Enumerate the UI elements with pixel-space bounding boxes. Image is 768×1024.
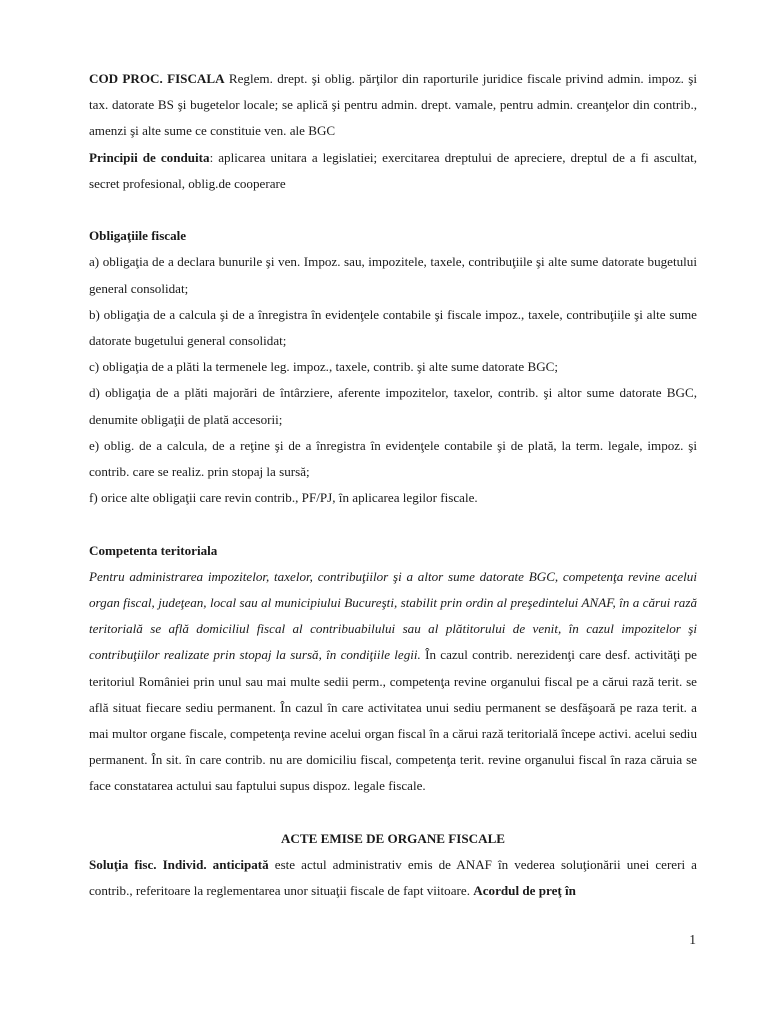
acts-paragraph — [89, 852, 697, 904]
obligation-item-b: b) obligaţia de a calcula şi de a înregistra în evidenţele contabile şi fiscale impoz., taxele, contribuţiile şi alte sume datorate bugetului general consolidat; — [89, 306, 697, 349]
principles-paragraph — [89, 145, 697, 197]
acts-tail: Acordul de preţ în — [473, 883, 576, 899]
competence-paragraph — [89, 564, 697, 800]
spacer — [89, 197, 697, 223]
obligation-item-a: a) obligaţia de a declara bunurile şi ven. Impoz. sau, impozitele, taxele, contribuţiile şi alte sume datorate bugetului general consolidat; — [89, 254, 697, 296]
acts-text: este actul administrativ emis de ANAF în vederea soluţionării unei cereri a contrib., referitoare la reglementarea unor situaţii fiscale de fapt viitoare. — [89, 857, 697, 899]
obligations-heading: Obligaţiile fiscale — [89, 228, 187, 244]
principles-label: Principii de conduita — [89, 149, 210, 165]
intro-lead: COD PROC. FISCALA — [89, 71, 225, 86]
competence-heading: Competenta teritoriala — [89, 542, 218, 558]
competence-text: În cazul contrib. nerezidenţi care desf. activităţi pe teritoriul României prin unul sau mai multe sedii perm., competenţa revine organului fiscal pe a cărui rază terit. se află situat fiecare sediu permanent. În cazul în care activitatea unui sediu permanent se desfăşoară pe raza terit. a mai multor organe fiscale, competenţa revine acelui organ fiscal în a cărui rază teritorială începe activi. acelui sediu permanent. În sit. în care contrib. nu are domiciliu fiscal, competenţa terit. revine organului fiscal în raza căruia se face constatarea actului sau faptului supus dispoz. legale fiscale. — [89, 647, 697, 794]
obligation-item-e: e) oblig. de a calcula, de a reţine şi de a înregistra în evidenţele contabile şi de plată, la term. legale, impoz. şi contrib. care se realiz. prin stopaj la sursă; — [89, 437, 697, 480]
principles-text: : aplicarea unitara a legislatiei; exercitarea dreptului de apreciere, dreptul de a fi ascultat, secret profesional, oblig.de cooperare — [89, 149, 697, 191]
page-number: 1 — [689, 932, 696, 947]
obligation-item-d: d) obligaţia de a plăti majorări de întârziere, aferente impozitelor, taxelor, contrib. şi altor sume datorate BGC, denumite obligaţii de plată accesorii; — [89, 385, 697, 427]
intro-text: Reglem. drept. şi oblig. părţilor din raporturile juridice fiscale privind admin. impoz. şi tax. datorate BS şi bugetelor locale; se aplică şi pentru admin. drept. vamale, pentru admin. creanţelor din contrib., amenzi şi alte sume ce constituie ven. ale BGC — [89, 71, 697, 139]
acts-lead: Soluţia fisc. Individ. anticipată — [89, 857, 269, 873]
intro-paragraph — [89, 66, 697, 145]
competence-italic-text: Pentru administrarea impozitelor, taxelor, contribuţiilor şi a altor sume datorate BGC, competenţa revine acelui organ fiscal, judeţean, local sau al municipiului Bucureşti, stabilit prin ordin al preşedintelui ANAF, în a cărui rază teritorială se află domiciliul fiscal al contribuabilului sau al plătitorului de venit, în cazul impozitelor şi contribuţiilor realizate prin stopaj la sursă, în condiţiile legii. — [89, 568, 697, 663]
spacer — [89, 800, 697, 826]
acts-heading: ACTE EMISE DE ORGANE FISCALE — [280, 830, 506, 846]
obligation-item-c: c) obligaţia de a plăti la termenele leg. impoz., taxele, contrib. şi alte sume datorate BGC; — [89, 359, 559, 375]
obligation-item-f: f) orice alte obligaţii care revin contrib., PF/PJ, în aplicarea legilor fiscale. — [89, 490, 478, 506]
spacer — [89, 511, 697, 537]
